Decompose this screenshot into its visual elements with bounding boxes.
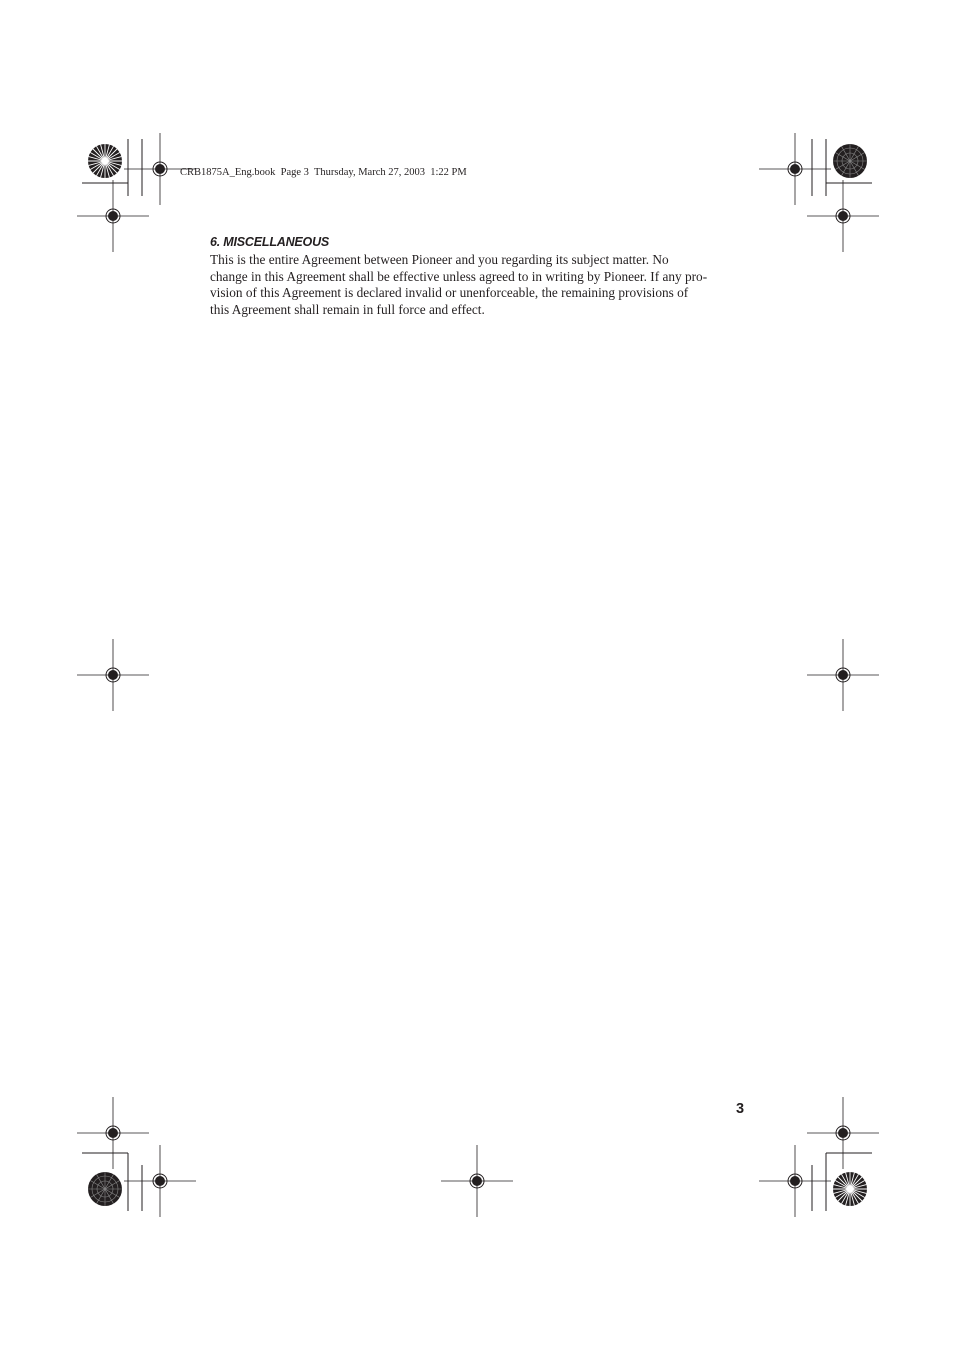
registration-mark-icon	[77, 1097, 149, 1169]
registration-mark-icon	[124, 1145, 196, 1217]
registration-mark-icon	[77, 639, 149, 711]
registration-mark-icon	[441, 1145, 513, 1217]
registration-mark-icon	[807, 639, 879, 711]
registration-mark-icon	[807, 180, 879, 252]
section-heading: 6. MISCELLANEOUS	[210, 235, 330, 249]
color-target-icon	[88, 144, 122, 178]
body-line: change in this Agreement shall be effective unless agreed to in writing by Pioneer. If any pro-	[210, 268, 708, 284]
color-target-icon	[833, 1172, 867, 1206]
section-body	[210, 252, 755, 319]
registration-mark-icon	[77, 180, 149, 252]
body-line: this Agreement shall remain in full force and effect.	[210, 302, 485, 318]
registration-mark-icon	[759, 133, 831, 205]
print-slug-line: CRB1875A_Eng.book Page 3 Thursday, March 27, 2003 1:22 PM	[180, 167, 467, 178]
color-target-icon	[833, 144, 867, 178]
registration-mark-icon	[759, 1145, 831, 1217]
body-line: This is the entire Agreement between Pioneer and you regarding its subject matter. No	[210, 252, 669, 267]
body-line: vision of this Agreement is declared invalid or unenforceable, the remaining provisions of	[210, 285, 689, 301]
color-target-icon	[88, 1172, 122, 1206]
page-number: 3	[736, 1101, 745, 1117]
registration-mark-icon	[807, 1097, 879, 1169]
